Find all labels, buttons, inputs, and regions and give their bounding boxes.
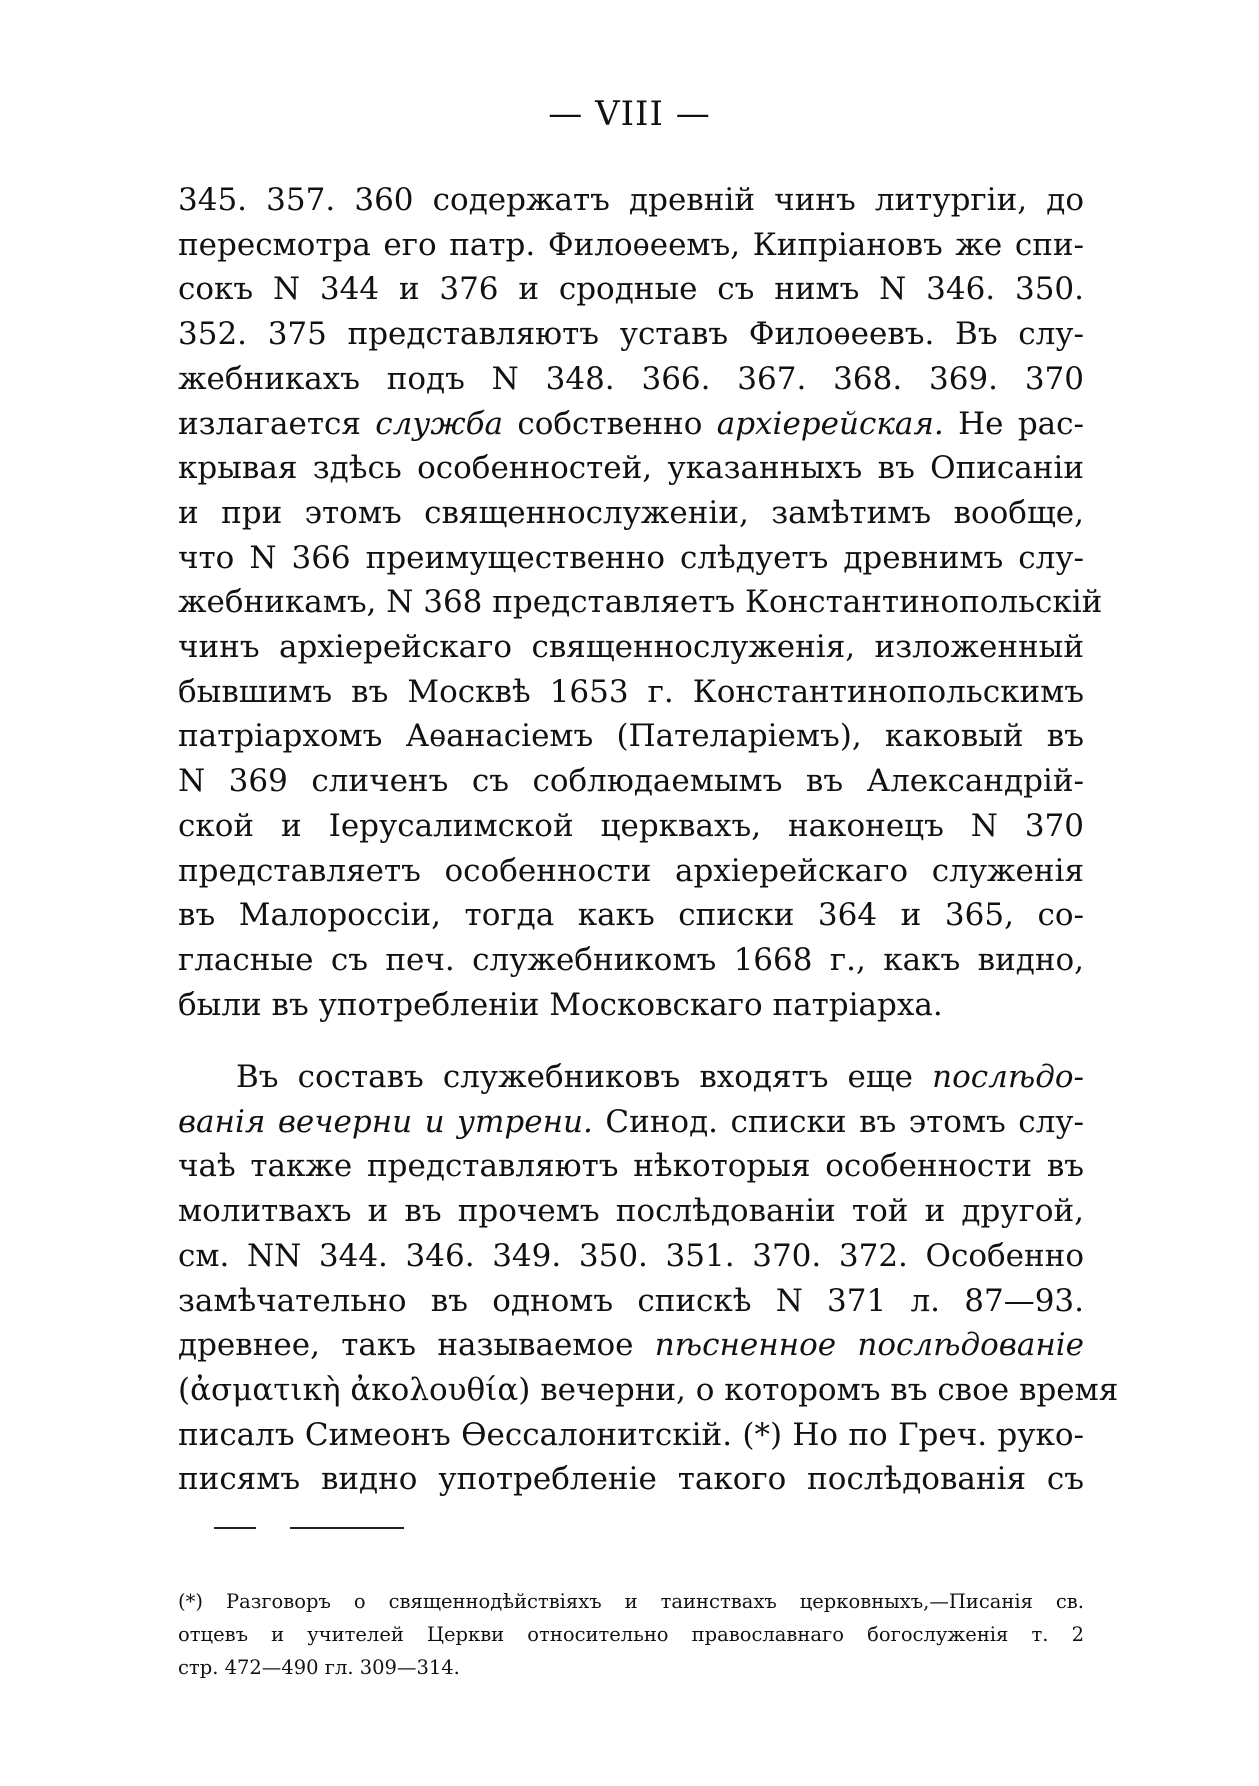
footnote-line: (*) Разговоръ о священнодѣйствіяхъ и таинствахъ церковныхъ,—Писанія св. [178,1590,1084,1613]
text-line: молитвахъ и въ прочемъ послѣдованіи той и другой, [178,1193,1084,1230]
footnote-line: стр. 472—490 гл. 309—314. [178,1656,460,1679]
text-line: древнее, такъ называемое пѣсненное послѣдованіе [178,1327,1084,1364]
text-line: чинъ архіерейскаго священнослуженія, изложенный [178,629,1084,666]
text-line: излагается служба собственно архіерейская. Не рас- [178,405,1084,442]
footnote-line: отцевъ и учителей Церкви относительно православнаго богослуженія т. 2 [178,1623,1084,1646]
italic-term: послѣдо- [932,1059,1084,1095]
text-line: (ἀσματικὴ ἀκολουθία) вечерни, о которомъ въ свое время [178,1371,1119,1408]
footnote-divider [214,1527,404,1529]
text-line: писалъ Симеонъ Ѳессалонитскій. (*) Но по Греч. руко- [178,1416,1084,1453]
text-line: замѣчательно въ одномъ спискѣ N 371 л. 87—93. [178,1282,1084,1319]
text-line: 345. 357. 360 содержатъ древній чинъ литургіи, до [178,182,1084,218]
footnote [178,1585,1084,1684]
text-line: ванія вечерни и утрени. Синод. списки въ этомъ слу- [178,1103,1084,1140]
paragraph-1 [178,178,1103,1027]
text-line: бывшимъ въ Москвѣ 1653 г. Константинопольскимъ [178,673,1084,710]
text-line: чаѣ также представляютъ нѣкоторыя особенности въ [178,1148,1084,1185]
text-line: что N 366 преимущественно слѣдуетъ древнимъ слу- [178,539,1084,576]
text-line: писямъ видно употребленіе такого послѣдованія съ [178,1461,1084,1498]
text-line: N 369 сличенъ съ соблюдаемымъ въ Александрій- [178,763,1084,800]
text-line: патріархомъ Аѳанасіемъ (Пателаріемъ), каковый въ [178,718,1084,755]
text-line: пересмотра его патр. Филоѳеемъ, Кипріановъ же спи- [178,226,1084,263]
paragraph-2 [178,1055,1119,1502]
text-line: см. NN 344. 346. 349. 350. 351. 370. 372. Особенно [178,1237,1084,1274]
text-line: и при этомъ священнослуженіи, замѣтимъ вообще, [178,494,1084,531]
text-line: представляетъ особенности архіерейскаго служенія [178,852,1084,889]
italic-term: ванія вечерни и утрени. [178,1103,593,1140]
page-number: — VIII — [548,94,711,134]
italic-term: пѣсненное послѣдованіе [654,1327,1084,1364]
italic-term: служба [375,405,503,442]
text-line: въ Малороссіи, тогда какъ списки 364 и 365, со- [178,897,1084,934]
text-line: гласные съ печ. служебникомъ 1668 г., какъ видно, [178,941,1084,978]
text-line: 352. 375 представляютъ уставъ Филоѳеевъ. Въ слу- [178,316,1084,353]
text-line: жебникамъ, N 368 представляетъ Константинопольскій [178,584,1103,621]
italic-term: архіерейская. [716,405,944,442]
text-line: жебникахъ подъ N 348. 366. 367. 368. 369. 370 [178,360,1084,397]
text-line: были въ употребленіи Московскаго патріарха. [178,986,943,1023]
text-line: ской и Іерусалимской церквахъ, наконецъ N 370 [178,807,1084,844]
text-line: Въ составъ служебниковъ входятъ еще послѣдо- [236,1059,1084,1095]
text-line: крывая здѣсь особенностей, указанныхъ въ Описаніи [178,450,1084,487]
text-line: сокъ N 344 и 376 и сродные съ нимъ N 346. 350. [178,271,1084,308]
